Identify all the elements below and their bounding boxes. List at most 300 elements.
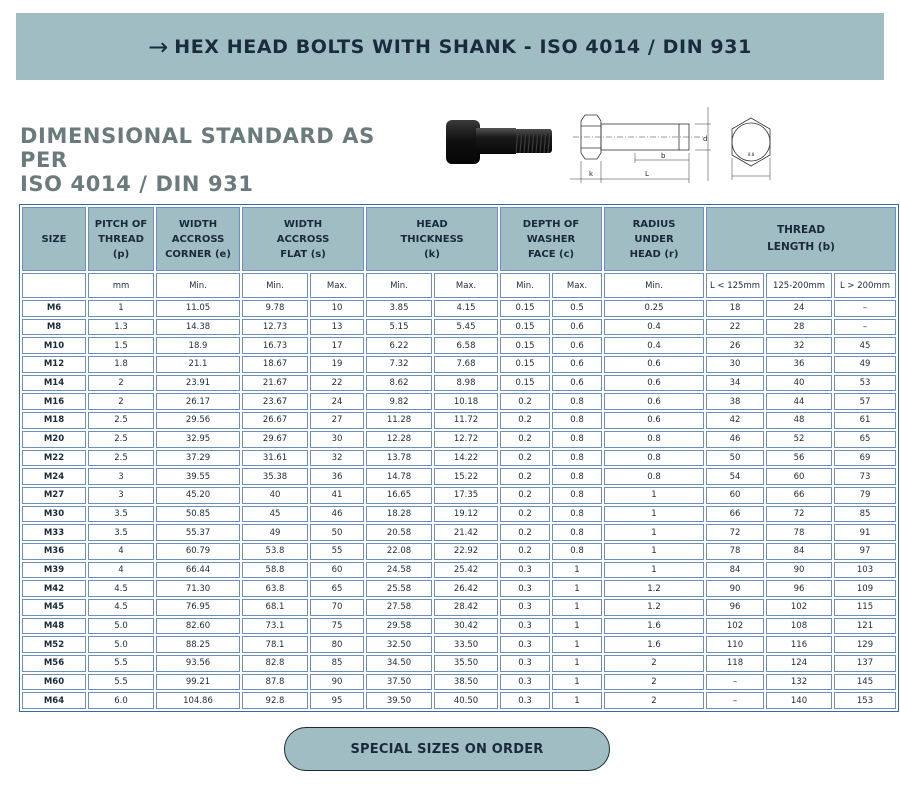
- table-row: [22, 562, 896, 579]
- table-cell: 46: [706, 431, 764, 448]
- table-cell: 84: [766, 543, 832, 560]
- table-cell: 34: [706, 375, 764, 392]
- table-cell: 57: [834, 393, 896, 410]
- table-cell: 66.44: [156, 562, 240, 579]
- table-cell: 36: [766, 356, 832, 373]
- subheader-cell: Min.: [242, 273, 308, 298]
- table-cell: 0.8: [552, 450, 602, 467]
- size-cell: M42: [22, 580, 86, 597]
- table-cell: 24: [766, 300, 832, 317]
- table-cell: 66: [706, 506, 764, 523]
- table-cell: 103: [834, 562, 896, 579]
- table-cell: 2.5: [88, 431, 154, 448]
- table-cell: 11.72: [434, 412, 498, 429]
- table-cell: 0.15: [500, 375, 550, 392]
- table-cell: 0.6: [552, 319, 602, 336]
- table-cell: 0.6: [552, 337, 602, 354]
- table-cell: 82.60: [156, 618, 240, 635]
- subheader-cell: Max.: [310, 273, 364, 298]
- table-row: [22, 543, 896, 560]
- table-cell: 9.82: [366, 393, 432, 410]
- table-cell: 0.6: [604, 412, 704, 429]
- table-cell: 54: [706, 468, 764, 485]
- table-cell: 1.6: [604, 618, 704, 635]
- table-cell: 46: [310, 506, 364, 523]
- table-cell: 49: [242, 524, 308, 541]
- header-size: SIZE: [22, 207, 86, 271]
- dim-label-k: k: [589, 170, 594, 178]
- table-cell: 23.91: [156, 375, 240, 392]
- table-cell: 26.17: [156, 393, 240, 410]
- table-cell: 39.55: [156, 468, 240, 485]
- table-cell: 0.8: [604, 431, 704, 448]
- title-banner: [16, 13, 884, 80]
- table-cell: 30: [310, 431, 364, 448]
- table-cell: 0.2: [500, 450, 550, 467]
- table-cell: 0.2: [500, 487, 550, 504]
- table-cell: 23.67: [242, 393, 308, 410]
- size-cell: M30: [22, 506, 86, 523]
- table-row: [22, 412, 896, 429]
- subheader-cell: 125-200mm: [766, 273, 832, 298]
- table-row: [22, 655, 896, 672]
- table-cell: 28: [766, 319, 832, 336]
- dim-label-b: b: [661, 152, 666, 160]
- table-cell: 0.2: [500, 468, 550, 485]
- table-cell: 13.78: [366, 450, 432, 467]
- table-cell: 30: [706, 356, 764, 373]
- table-cell: 27.58: [366, 599, 432, 616]
- table-cell: 73.1: [242, 618, 308, 635]
- table-cell: 102: [766, 599, 832, 616]
- subheader-cell: Max.: [552, 273, 602, 298]
- table-cell: 0.2: [500, 412, 550, 429]
- size-cell: M8: [22, 319, 86, 336]
- table-cell: 1: [552, 692, 602, 709]
- table-cell: 2.5: [88, 412, 154, 429]
- dim-label-d: d: [703, 135, 708, 143]
- table-cell: 5.45: [434, 319, 498, 336]
- table-cell: 121: [834, 618, 896, 635]
- table-cell: 1: [552, 636, 602, 653]
- table-cell: 0.8: [552, 393, 602, 410]
- subtitle-line-1: DIMENSIONAL STANDARD AS PER: [20, 124, 375, 172]
- size-cell: M20: [22, 431, 86, 448]
- table-cell: 0.6: [604, 393, 704, 410]
- table-cell: 65: [834, 431, 896, 448]
- table-row: [22, 599, 896, 616]
- table-cell: 2: [88, 393, 154, 410]
- table-cell: 38.50: [434, 674, 498, 691]
- table-row: [22, 618, 896, 635]
- table-cell: 0.5: [552, 300, 602, 317]
- table-cell: 0.8: [552, 487, 602, 504]
- table-cell: 34.50: [366, 655, 432, 672]
- table-cell: 0.8: [552, 468, 602, 485]
- table-cell: 5.0: [88, 636, 154, 653]
- table-cell: 14.78: [366, 468, 432, 485]
- table-body: [22, 300, 896, 709]
- table-cell: 85: [834, 506, 896, 523]
- table-cell: 0.2: [500, 524, 550, 541]
- table-cell: 26.67: [242, 412, 308, 429]
- table-cell: 1: [604, 524, 704, 541]
- table-cell: 21.67: [242, 375, 308, 392]
- table-cell: 97: [834, 543, 896, 560]
- table-cell: 87.8: [242, 674, 308, 691]
- table-cell: 39.50: [366, 692, 432, 709]
- table-cell: 0.8: [604, 468, 704, 485]
- table-cell: 33.50: [434, 636, 498, 653]
- table-cell: 37.50: [366, 674, 432, 691]
- bolt-photo-image: [444, 108, 556, 170]
- table-cell: 99.21: [156, 674, 240, 691]
- subheader-cell: L > 200mm: [834, 273, 896, 298]
- table-cell: 0.6: [604, 356, 704, 373]
- table-cell: 56: [766, 450, 832, 467]
- table-cell: 0.3: [500, 562, 550, 579]
- table-cell: 109: [834, 580, 896, 597]
- table-cell: 69: [834, 450, 896, 467]
- special-sizes-button[interactable]: SPECIAL SIZES ON ORDER: [284, 727, 610, 771]
- subheader-cell: Min.: [156, 273, 240, 298]
- table-cell: 0.3: [500, 655, 550, 672]
- table-cell: 93.56: [156, 655, 240, 672]
- subtitle-line-2: ISO 4014 / DIN 931: [20, 172, 254, 196]
- table-cell: 3.5: [88, 506, 154, 523]
- table-cell: 0.6: [552, 375, 602, 392]
- table-cell: 29.58: [366, 618, 432, 635]
- table-cell: 53: [834, 375, 896, 392]
- table-cell: 4: [88, 543, 154, 560]
- header-thread-length: THREAD LENGTH (b): [706, 207, 896, 271]
- size-cell: M36: [22, 543, 86, 560]
- table-cell: 45: [834, 337, 896, 354]
- table-cell: 50: [706, 450, 764, 467]
- table-cell: 24: [310, 393, 364, 410]
- table-cell: 25.42: [434, 562, 498, 579]
- table-cell: 22: [706, 319, 764, 336]
- table-cell: 78: [706, 543, 764, 560]
- table-cell: 3.5: [88, 524, 154, 541]
- table-row: [22, 319, 896, 336]
- table-cell: 55.37: [156, 524, 240, 541]
- subheader-cell: Min.: [500, 273, 550, 298]
- table-cell: 73: [834, 468, 896, 485]
- table-cell: 30.42: [434, 618, 498, 635]
- table-cell: 129: [834, 636, 896, 653]
- table-cell: –: [834, 319, 896, 336]
- table-cell: 1: [552, 618, 602, 635]
- table-cell: 37.29: [156, 450, 240, 467]
- table-cell: 7.68: [434, 356, 498, 373]
- table-cell: 0.4: [604, 337, 704, 354]
- table-cell: 2.5: [88, 450, 154, 467]
- header-washer-face: DEPTH OF WASHER FACE (c): [500, 207, 602, 271]
- table-cell: 52: [766, 431, 832, 448]
- table-cell: 55: [310, 543, 364, 560]
- table-row: [22, 506, 896, 523]
- size-cell: M10: [22, 337, 86, 354]
- table-cell: 12.73: [242, 319, 308, 336]
- table-cell: 96: [766, 580, 832, 597]
- table-cell: 1: [552, 674, 602, 691]
- table-cell: 1: [552, 562, 602, 579]
- table-cell: 78: [766, 524, 832, 541]
- table-cell: 45.20: [156, 487, 240, 504]
- size-cell: M18: [22, 412, 86, 429]
- table-cell: 8.62: [366, 375, 432, 392]
- table-cell: 124: [766, 655, 832, 672]
- table-cell: 108: [766, 618, 832, 635]
- subheader-cell: [22, 273, 86, 298]
- table-row: [22, 300, 896, 317]
- table-cell: 5.15: [366, 319, 432, 336]
- table-cell: 7.32: [366, 356, 432, 373]
- table-cell: 75: [310, 618, 364, 635]
- table-cell: 91: [834, 524, 896, 541]
- table-cell: 0.2: [500, 543, 550, 560]
- table-cell: 29.67: [242, 431, 308, 448]
- table-cell: 0.15: [500, 356, 550, 373]
- table-row: [22, 337, 896, 354]
- table-cell: 0.8: [604, 450, 704, 467]
- table-cell: 22.92: [434, 543, 498, 560]
- table-cell: 31.61: [242, 450, 308, 467]
- table-cell: 1.2: [604, 580, 704, 597]
- table-cell: 68.1: [242, 599, 308, 616]
- table-cell: 60: [310, 562, 364, 579]
- size-cell: M27: [22, 487, 86, 504]
- table-cell: 0.8: [552, 506, 602, 523]
- table-cell: –: [706, 674, 764, 691]
- table-cell: 12.72: [434, 431, 498, 448]
- table-cell: 16.65: [366, 487, 432, 504]
- table-cell: 5.0: [88, 618, 154, 635]
- table-row: [22, 580, 896, 597]
- header-head-thickness: HEAD THICKNESS (k): [366, 207, 498, 271]
- table-cell: 1: [604, 487, 704, 504]
- table-cell: 32.50: [366, 636, 432, 653]
- table-cell: 18.67: [242, 356, 308, 373]
- table-cell: 26.42: [434, 580, 498, 597]
- table-cell: –: [834, 300, 896, 317]
- table-row: [22, 356, 896, 373]
- table-cell: 6.22: [366, 337, 432, 354]
- subheader-cell: L < 125mm: [706, 273, 764, 298]
- table-cell: 0.6: [604, 375, 704, 392]
- table-cell: 96: [706, 599, 764, 616]
- table-cell: 17: [310, 337, 364, 354]
- table-cell: 19: [310, 356, 364, 373]
- header-width-corner: WIDTH ACCROSS CORNER (e): [156, 207, 240, 271]
- table-cell: 79: [834, 487, 896, 504]
- table-row: [22, 431, 896, 448]
- table-cell: 102: [706, 618, 764, 635]
- table-cell: 18.9: [156, 337, 240, 354]
- table-cell: 50.85: [156, 506, 240, 523]
- table-cell: 50: [310, 524, 364, 541]
- table-cell: 6.0: [88, 692, 154, 709]
- table-cell: 1: [88, 300, 154, 317]
- subheader-cell: Min.: [366, 273, 432, 298]
- subheader-cell: mm: [88, 273, 154, 298]
- table-cell: 26: [706, 337, 764, 354]
- table-cell: –: [706, 692, 764, 709]
- table-cell: 3: [88, 487, 154, 504]
- table-row: [22, 468, 896, 485]
- table-cell: 20.58: [366, 524, 432, 541]
- table-cell: 60: [706, 487, 764, 504]
- table-cell: 5.5: [88, 674, 154, 691]
- size-cell: M6: [22, 300, 86, 317]
- table-cell: 1.2: [604, 599, 704, 616]
- table-cell: 140: [766, 692, 832, 709]
- table-cell: 5.5: [88, 655, 154, 672]
- table-cell: 115: [834, 599, 896, 616]
- page-title: HEX HEAD BOLTS WITH SHANK - ISO 4014 / DIN 931: [174, 35, 752, 58]
- table-cell: 2: [88, 375, 154, 392]
- table-cell: 4.5: [88, 580, 154, 597]
- table-cell: 90: [310, 674, 364, 691]
- table-cell: 8.98: [434, 375, 498, 392]
- table-cell: 58.8: [242, 562, 308, 579]
- table-row: [22, 674, 896, 691]
- table-cell: 42: [706, 412, 764, 429]
- table-cell: 19.12: [434, 506, 498, 523]
- size-cell: M64: [22, 692, 86, 709]
- table-cell: 0.25: [604, 300, 704, 317]
- table-cell: 0.2: [500, 431, 550, 448]
- table-cell: 0.3: [500, 618, 550, 635]
- table-cell: 3: [88, 468, 154, 485]
- table-cell: 18: [706, 300, 764, 317]
- table-cell: 1: [552, 599, 602, 616]
- table-cell: 0.8: [552, 524, 602, 541]
- table-cell: 71.30: [156, 580, 240, 597]
- table-cell: 3.85: [366, 300, 432, 317]
- table-cell: 80: [310, 636, 364, 653]
- table-cell: 0.2: [500, 506, 550, 523]
- table-cell: 1: [604, 543, 704, 560]
- table-cell: 0.8: [552, 543, 602, 560]
- table-cell: 29.56: [156, 412, 240, 429]
- subheader-cell: Min.: [604, 273, 704, 298]
- table-cell: 12.28: [366, 431, 432, 448]
- table-cell: 40: [766, 375, 832, 392]
- table-cell: 63.8: [242, 580, 308, 597]
- table-cell: 28.42: [434, 599, 498, 616]
- table-cell: 48: [766, 412, 832, 429]
- table-cell: 14.38: [156, 319, 240, 336]
- table-cell: 35.38: [242, 468, 308, 485]
- table-cell: 18.28: [366, 506, 432, 523]
- table-cell: 61: [834, 412, 896, 429]
- table-cell: 41: [310, 487, 364, 504]
- table-cell: 4.15: [434, 300, 498, 317]
- table-row: [22, 524, 896, 541]
- table-cell: 0.2: [500, 393, 550, 410]
- table-cell: 1: [604, 562, 704, 579]
- table-group-header-row: [22, 207, 896, 271]
- table-cell: 153: [834, 692, 896, 709]
- table-cell: 44: [766, 393, 832, 410]
- size-cell: M60: [22, 674, 86, 691]
- table-cell: 10.18: [434, 393, 498, 410]
- size-cell: M14: [22, 375, 86, 392]
- table-cell: 0.3: [500, 692, 550, 709]
- table-cell: 0.3: [500, 636, 550, 653]
- table-cell: 0.8: [552, 412, 602, 429]
- table-cell: 0.8: [552, 431, 602, 448]
- table-cell: 1: [552, 580, 602, 597]
- table-row: [22, 692, 896, 709]
- table-cell: 22.08: [366, 543, 432, 560]
- table-cell: 4.5: [88, 599, 154, 616]
- table-cell: 60.79: [156, 543, 240, 560]
- table-cell: 14.22: [434, 450, 498, 467]
- size-cell: M33: [22, 524, 86, 541]
- table-cell: 4: [88, 562, 154, 579]
- table-cell: 66: [766, 487, 832, 504]
- header-radius: RADIUS UNDER HEAD (r): [604, 207, 704, 271]
- table-cell: 1.3: [88, 319, 154, 336]
- size-cell: M56: [22, 655, 86, 672]
- table-cell: 11.28: [366, 412, 432, 429]
- table-cell: 76.95: [156, 599, 240, 616]
- table-cell: 70: [310, 599, 364, 616]
- header-pitch: PITCH OF THREAD (p): [88, 207, 154, 271]
- table-cell: 90: [766, 562, 832, 579]
- table-row: [22, 487, 896, 504]
- dim-label-L: L: [645, 170, 649, 178]
- table-row: [22, 393, 896, 410]
- subheader-cell: Max.: [434, 273, 498, 298]
- table-cell: 132: [766, 674, 832, 691]
- table-cell: 32: [766, 337, 832, 354]
- table-cell: 15.22: [434, 468, 498, 485]
- table-cell: 32: [310, 450, 364, 467]
- table-cell: 90: [706, 580, 764, 597]
- table-cell: 2: [604, 674, 704, 691]
- table-cell: 85: [310, 655, 364, 672]
- table-cell: 0.3: [500, 599, 550, 616]
- table-cell: 116: [766, 636, 832, 653]
- table-cell: 1: [604, 506, 704, 523]
- table-cell: 1.6: [604, 636, 704, 653]
- table-cell: 0.3: [500, 580, 550, 597]
- table-cell: 137: [834, 655, 896, 672]
- hex-mark-label: 8.8: [748, 152, 755, 157]
- size-cell: M39: [22, 562, 86, 579]
- table-cell: 88.25: [156, 636, 240, 653]
- size-cell: M24: [22, 468, 86, 485]
- size-cell: M16: [22, 393, 86, 410]
- table-cell: 35.50: [434, 655, 498, 672]
- table-cell: 118: [706, 655, 764, 672]
- table-cell: 110: [706, 636, 764, 653]
- table-cell: 95: [310, 692, 364, 709]
- table-cell: 0.15: [500, 300, 550, 317]
- table-cell: 49: [834, 356, 896, 373]
- table-row: [22, 375, 896, 392]
- table-cell: 10: [310, 300, 364, 317]
- table-cell: 1.5: [88, 337, 154, 354]
- table-cell: 27: [310, 412, 364, 429]
- size-cell: M12: [22, 356, 86, 373]
- table-cell: 0.3: [500, 674, 550, 691]
- table-cell: 72: [706, 524, 764, 541]
